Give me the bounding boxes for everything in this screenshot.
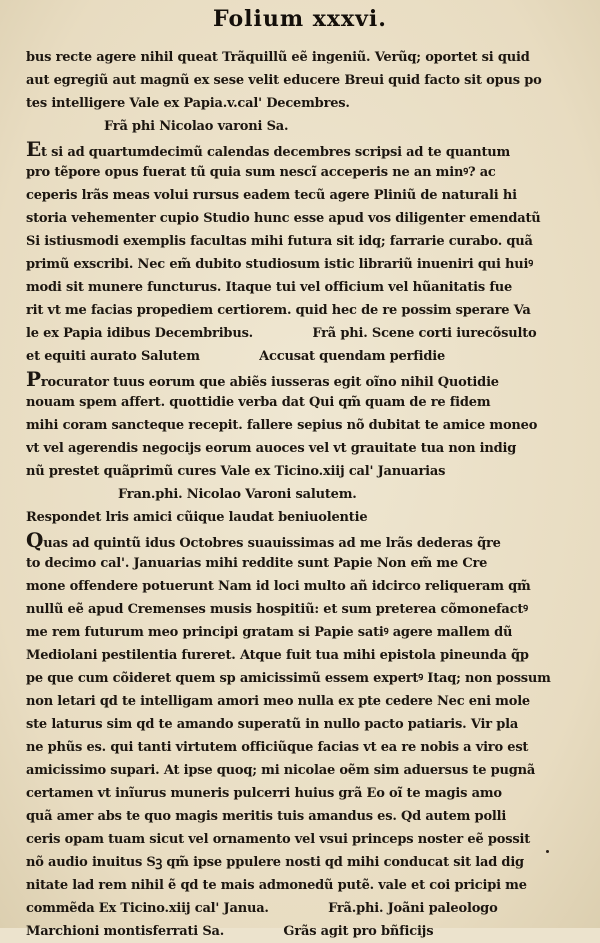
text-line: bus recte agere nihil queat Trãquillũ eẽ ingeniũ. Verũq; oportet si quid	[26, 50, 530, 65]
text-line: quã amer abs te quo magis meritis tuis amandus es. Qd autem polli	[26, 809, 507, 824]
text-line: aut egregiũ aut magnũ ex sese velit educere Breui quid facto sit opus po	[26, 73, 542, 88]
text-line: mone offendere potuerunt Nam id loci multo añ idcirco reliqueram qm̃	[26, 579, 531, 594]
text-line: Procurator tuus eorum que abiẽs iusseras egit oĩno nihil Quotidie	[26, 368, 499, 391]
text-line: ne phũs es. qui tanti virtutem officiũque facias vt ea re nobis a viro est	[26, 740, 529, 755]
text-line: nouam spem affert. quottidie verba dat Qui qm̃ quam de re fidem	[26, 395, 491, 410]
text-line: ceperis lrãs meas volui rursus eadem tecũ agere Pliniũ de naturali hi	[26, 188, 517, 203]
salutation: Frã.phi. Joãni paleologo	[328, 901, 498, 916]
salutation-line	[26, 115, 562, 138]
closing-line	[26, 920, 562, 943]
text-line: Mediolani pestilentia fureret. Atque fuit tua mihi epistola pineunda q̃p	[26, 648, 529, 663]
text-line: modi sit munere functurus. Itaque tui vel officium vel hũanitatis fue	[26, 280, 513, 295]
text-line: tes intelligere Vale ex Papia.v.cal' Decembres.	[26, 96, 350, 111]
rubric: Grãs agit pro bñficijs	[283, 924, 434, 939]
closing-line	[26, 345, 562, 368]
closing-line	[26, 897, 562, 920]
text-line: nullũ eẽ apud Cremenses musis hospitiũ: et sum preterea cõmonefactꝰ	[26, 602, 528, 617]
salutation-cont: Marchioni montisferrati Sa.	[26, 924, 225, 939]
text-line: pe que cum cõideret quem sp amicissimũ essem expertꝰ Itaq; non possum	[26, 671, 551, 686]
text-line: vt vel agerendis negocijs eorum auoces vel vt grauitate tua non indig	[26, 441, 517, 456]
salutation-cont: et equiti aurato Salutem	[26, 349, 200, 364]
text-line: Et si ad quartumdecimũ calendas decembres scripsi ad te quantum	[26, 138, 511, 161]
text-line: non letari qd te intelligam amori meo nulla ex pte cedere Nec eni mole	[26, 694, 531, 709]
text-line: nũ prestet quãprimũ cures Vale ex Ticino.xiij cal' Januarias	[26, 464, 446, 479]
salutation: Frã phi Nicolao varoni Sa.	[104, 119, 289, 134]
text-line: ste laturus sim qd te amando superatũ in nullo pacto patiaris. Vir pla	[26, 717, 519, 732]
closing-line	[26, 322, 562, 345]
text-line: to decimo cal'. Januarias mihi reddite sunt Papie Non em̃ me Cre	[26, 556, 488, 571]
text-block	[26, 46, 562, 943]
salutation: Fran.phi. Nicolao Varoni salutem.	[118, 487, 357, 502]
ink-dot	[546, 850, 549, 853]
text-line: Si istiusmodi exemplis facultas mihi futura sit idq; farrarie curabo. quã	[26, 234, 533, 249]
text-line: amicissimo supari. At ipse quoq; mi nicolae oẽm sim aduersus te pugnã	[26, 763, 536, 778]
text-line: rit vt me facias propediem certiorem. quid hec de re possim sperare Va	[26, 303, 531, 318]
closing-text: le ex Papia idibus Decembribus.	[26, 326, 254, 341]
rubric: Accusat quendam perfidie	[259, 349, 446, 364]
salutation: Frã phi. Scene corti iurecõsulto	[312, 326, 537, 341]
text-line: nõ audio inuitus Sꝫ qm̃ ipse ppulere nosti qd mihi conducat sit lad dig	[26, 855, 524, 870]
text-line: ceris opam tuam sicut vel ornamento vel vsui princeps noster eẽ possit	[26, 832, 530, 847]
text-line: primũ exscribi. Nec em̃ dubito studiosum istic librariũ inueniri qui huiꝰ	[26, 257, 534, 272]
text-line: certamen vt inĩurus muneris pulcerri huius grã Eo oĩ te magis amo	[26, 786, 502, 801]
text-line: storia vehementer cupio Studio hunc esse apud vos diligenter emendatũ	[26, 211, 541, 226]
folio-header: Folium xxxvi.	[213, 6, 387, 32]
text-line: pro tẽpore opus fuerat tũ quia sum nescĩ acceperis ne an minꝰ? ac	[26, 165, 496, 180]
text-line: nitate lad rem nihil ẽ qd te mais admonedũ putẽ. vale et coi pricipi me	[26, 878, 527, 893]
text-line: me rem futurum meo principi gratam si Papie satiꝰ agere mallem dũ	[26, 625, 513, 640]
rubric: Respondet lris amici cũique laudat beniuolentie	[26, 510, 368, 525]
closing-text: commẽda Ex Ticino.xiij cal' Janua.	[26, 901, 269, 916]
text-line: mihi coram sancteque recepit. fallere sepius nõ dubitat te amice moneo	[26, 418, 538, 433]
text-line: Quas ad quintũ idus Octobres suauissimas ad me lrãs dederas q̃re	[26, 529, 501, 552]
